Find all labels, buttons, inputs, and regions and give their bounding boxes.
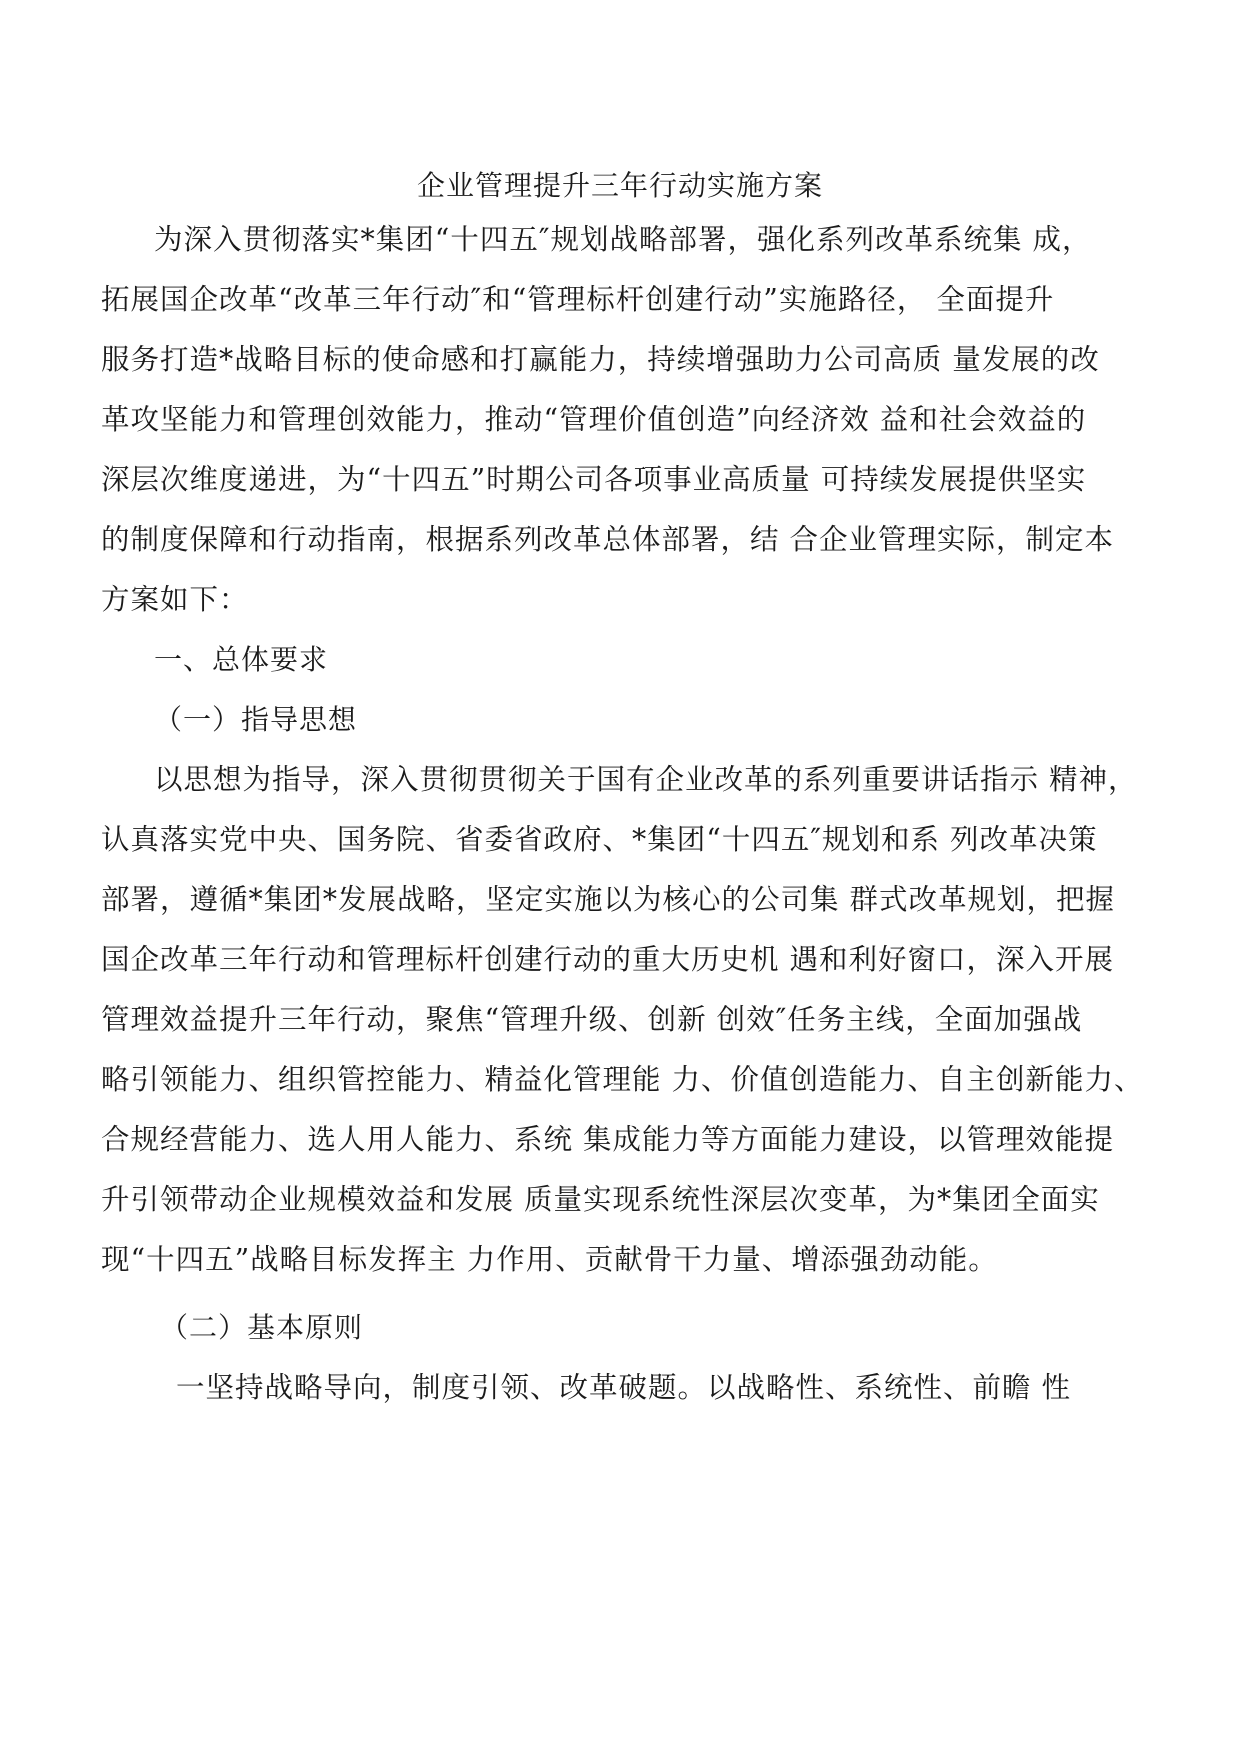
paragraph-line: 以思想为指导，深入贯彻贯彻关于国有企业改革的系列重要讲话指示 精神， bbox=[154, 763, 1138, 796]
paragraph-line: 合规经营能力、选人用人能力、系统 集成能力等方面能力建设，以管理效能提 bbox=[101, 1123, 1115, 1156]
paragraph-line: 为深入贯彻落实*集团“十四五″规划战略部署，强化系列改革系统集 成， bbox=[154, 223, 1092, 256]
paragraph-line: 略引领能力、组织管控能力、精益化管理能 力、价值创造能力、自主创新能力、 bbox=[101, 1063, 1144, 1096]
paragraph-line: 方案如下： bbox=[101, 583, 249, 616]
paragraph-line: 现“十四五”战略目标发挥主 力作用、贡献骨干力量、增添强劲动能。 bbox=[101, 1243, 998, 1276]
paragraph-line: 服务打造*战略目标的使命感和打赢能力，持续增强助力公司高质 量发展的改 bbox=[101, 343, 1100, 376]
paragraph-line: 部署，遵循*集团*发展战略，坚定实施以为核心的公司集 群式改革规划，把握 bbox=[101, 883, 1116, 916]
paragraph-line: 的制度保障和行动指南，根据系列改革总体部署，结 合企业管理实际，制定本 bbox=[101, 523, 1115, 556]
section-heading: 一、总体要求 bbox=[154, 643, 329, 676]
paragraph-line: 国企改革三年行动和管理标杆创建行动的重大历史机 遇和利好窗口，深入开展 bbox=[101, 943, 1115, 976]
paragraph-line: 管理效益提升三年行动，聚焦“管理升级、创新 创效″任务主线，全面加强战 bbox=[101, 1003, 1083, 1036]
subsection-heading: （二）基本原则 bbox=[160, 1311, 364, 1344]
paragraph-line: 升引领带动企业规模效益和发展 质量实现系统性深层次变革，为*集团全面实 bbox=[101, 1183, 1100, 1216]
paragraph-line: 深层次维度递进，为“十四五”时期公司各项事业高质量 可持续发展提供坚实 bbox=[101, 463, 1087, 496]
document-title: 企业管理提升三年行动实施方案 bbox=[416, 169, 823, 202]
paragraph-line: 认真落实党中央、国务院、省委省政府、*集团“十四五″规划和系 列改革决策 bbox=[101, 823, 1098, 856]
paragraph-line: 拓展国企改革“改革三年行动″和“管理标杆创建行动”实施路径， 全面提升 bbox=[101, 283, 1055, 316]
paragraph-line: 一坚持战略导向，制度引领、改革破题。以战略性、系统性、前瞻 性 bbox=[176, 1371, 1072, 1404]
subsection-heading: （一）指导思想 bbox=[154, 703, 358, 736]
paragraph-line: 革攻坚能力和管理创效能力，推动“管理价值创造”向经济效 益和社会效益的 bbox=[101, 403, 1087, 436]
